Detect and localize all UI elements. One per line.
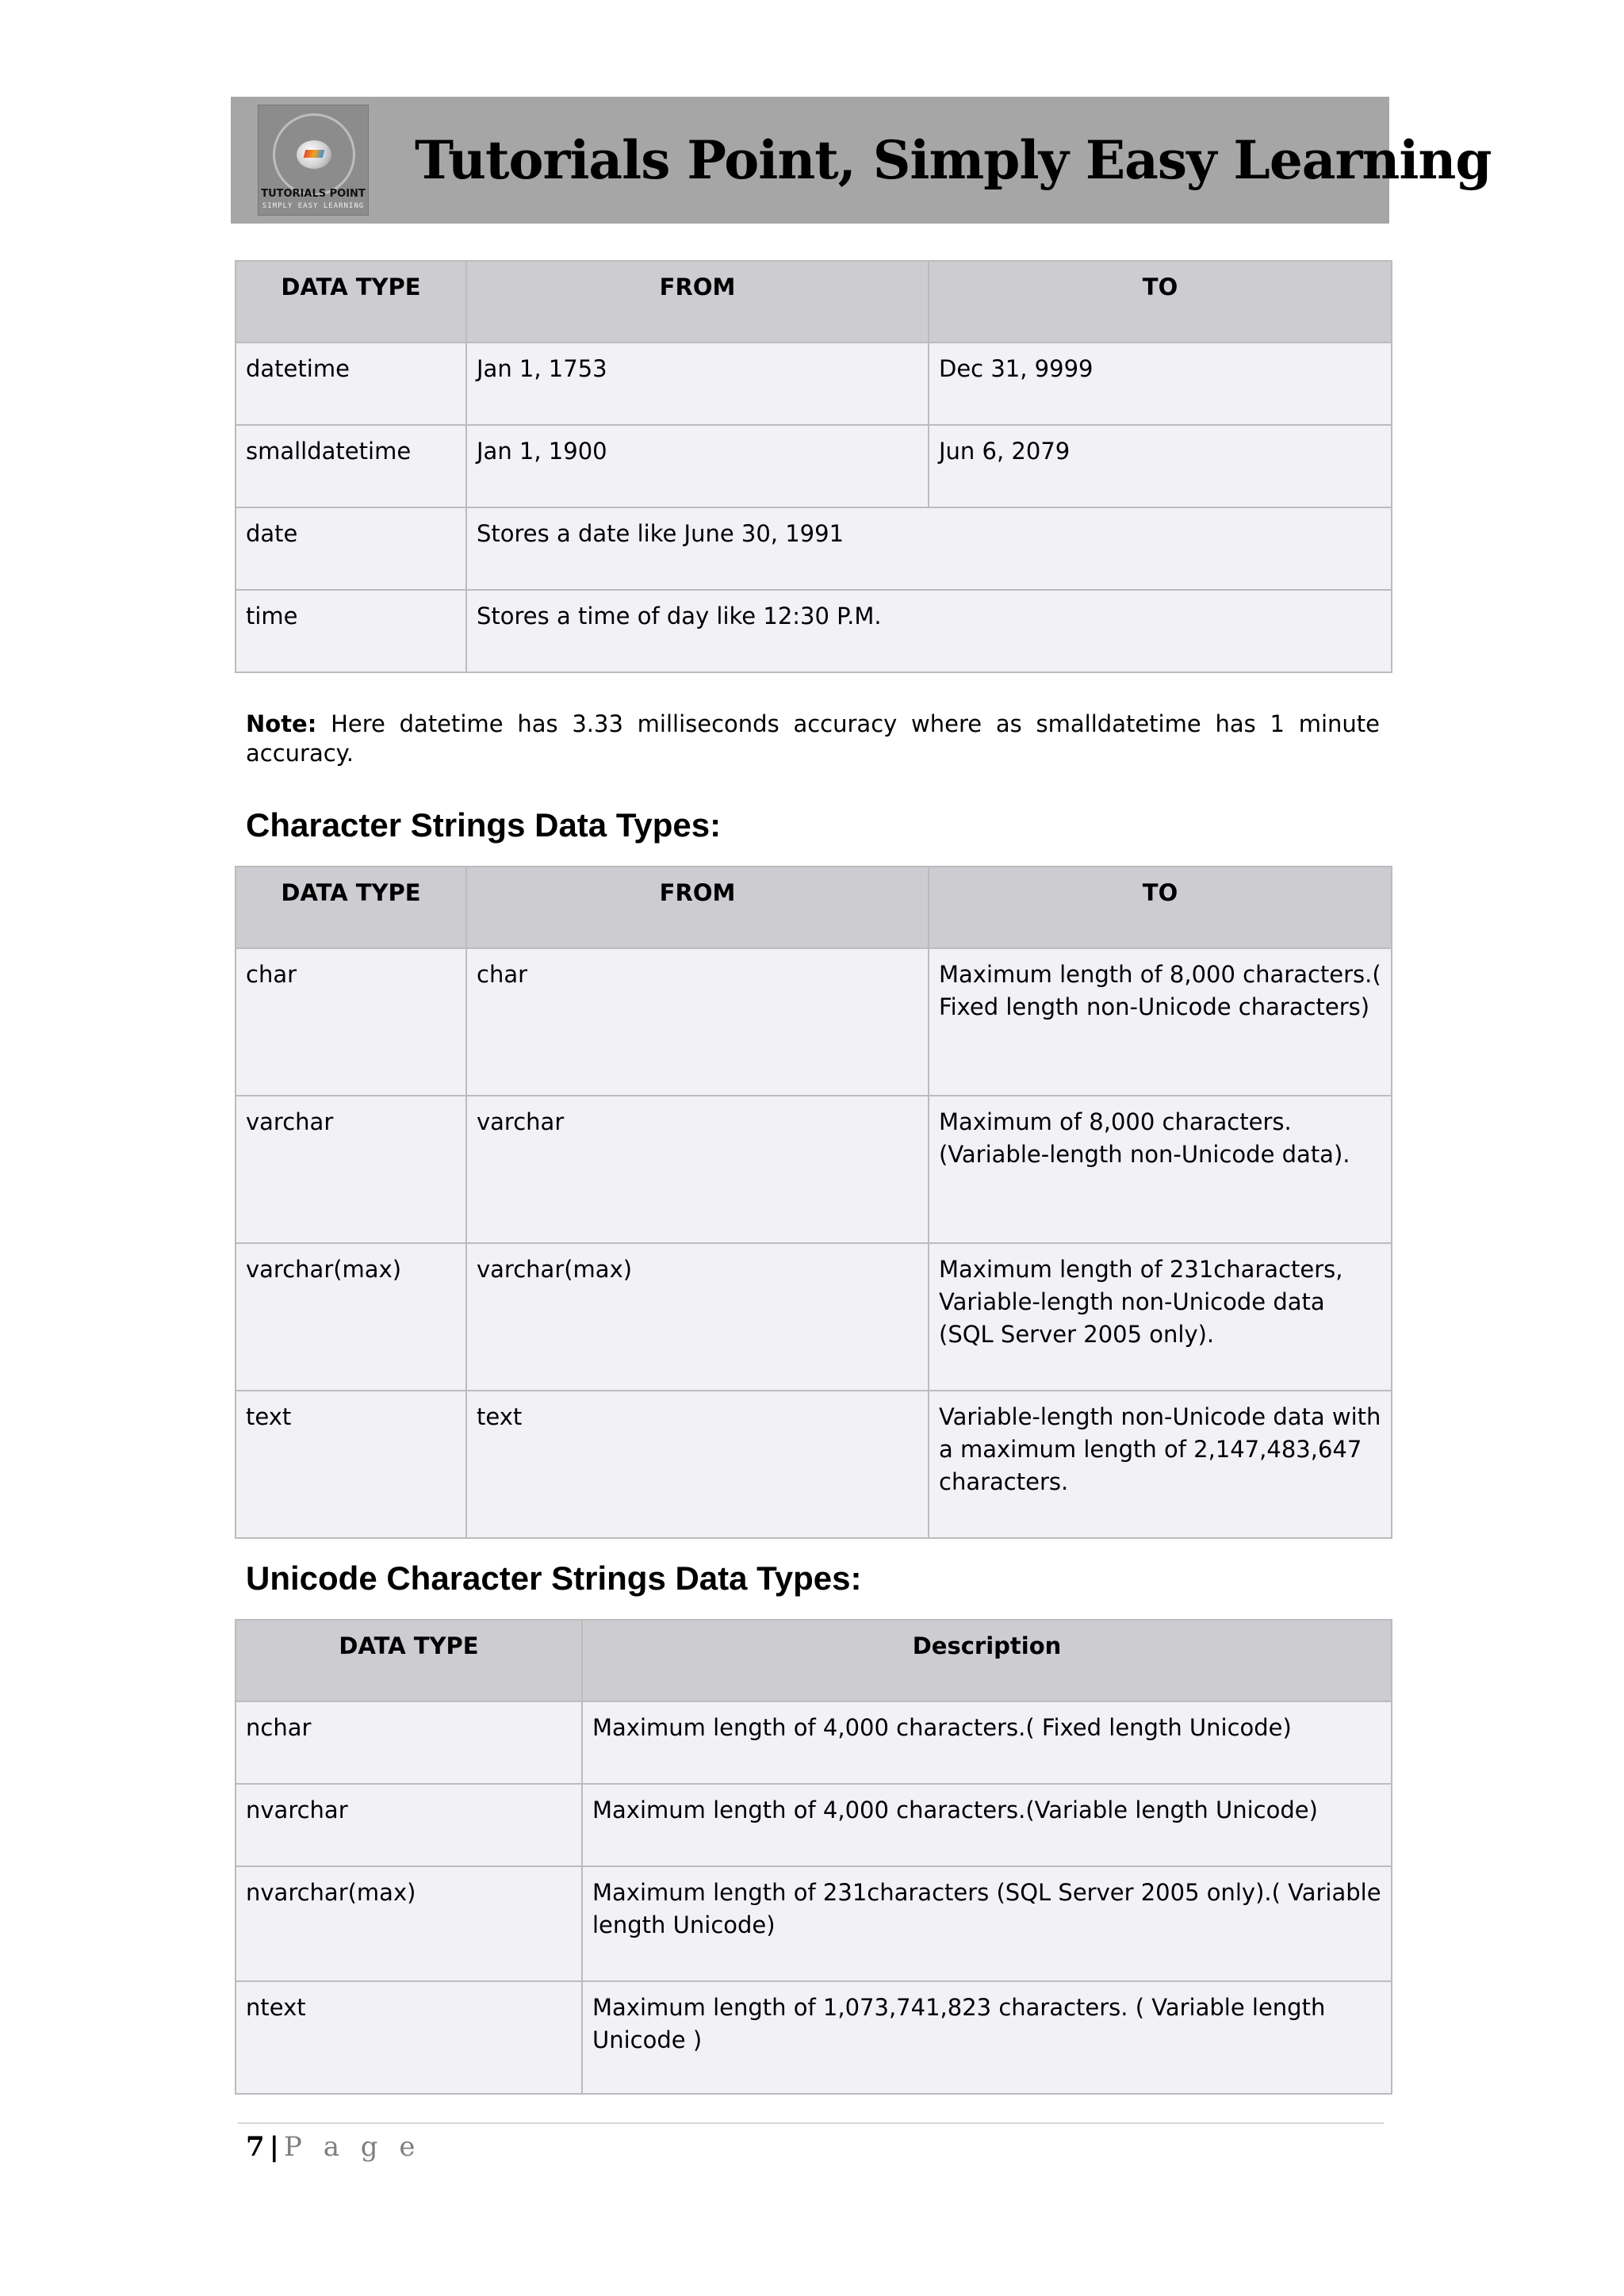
table-row <box>236 590 1392 672</box>
logo-name: TUTORIALS POINT <box>261 188 366 200</box>
table-row <box>236 342 1392 425</box>
table-cell: varchar <box>236 1096 466 1243</box>
table-cell: smalldatetime <box>236 425 466 507</box>
tutorials-point-logo <box>258 105 369 216</box>
table-cell: text <box>236 1391 466 1538</box>
table-header-row <box>236 261 1392 342</box>
column-header: Description <box>582 1620 1392 1701</box>
table-cell: time <box>236 590 466 672</box>
table-cell: Maximum length of 231characters (SQL Server 2005 only).( Variable length Unicode) <box>582 1866 1392 1981</box>
table-cell: Maximum length of 8,000 characters.( Fixed length non-Unicode characters) <box>929 948 1392 1096</box>
table-header-row <box>236 867 1392 948</box>
table-cell: Stores a date like June 30, 1991 <box>466 507 1392 590</box>
table-cell: ntext <box>236 1981 582 2094</box>
table-cell: char <box>466 948 929 1096</box>
logo-tagline: SIMPLY EASY LEARNING <box>262 202 365 210</box>
site-title: Tutorials Point, Simply Easy Learning <box>415 129 1492 191</box>
table-cell: Maximum length of 4,000 characters.( Fixed length Unicode) <box>582 1701 1392 1784</box>
column-header: FROM <box>466 261 929 342</box>
table-row <box>236 1243 1392 1391</box>
unicode-strings-heading: Unicode Character Strings Data Types: <box>246 1559 862 1597</box>
table-cell: Maximum of 8,000 characters.(Variable-length non-Unicode data). <box>929 1096 1392 1243</box>
table-header-row <box>236 1620 1392 1701</box>
table-cell: Jan 1, 1753 <box>466 342 929 425</box>
table-cell: Dec 31, 9999 <box>929 342 1392 425</box>
table-row <box>236 948 1392 1096</box>
column-header: FROM <box>466 867 929 948</box>
table-row <box>236 507 1392 590</box>
table-row <box>236 1784 1392 1866</box>
page-word: P a g e <box>284 2131 422 2163</box>
table-cell: char <box>236 948 466 1096</box>
column-header: DATA TYPE <box>236 261 466 342</box>
column-header: DATA TYPE <box>236 867 466 948</box>
footer-divider <box>238 2122 1384 2124</box>
column-header: TO <box>929 261 1392 342</box>
table-cell: text <box>466 1391 929 1538</box>
table-cell: Variable-length non-Unicode data with a maximum length of 2,147,483,647 characters. <box>929 1391 1392 1538</box>
table-cell: datetime <box>236 342 466 425</box>
table-row <box>236 1981 1392 2094</box>
page-header <box>231 97 1492 224</box>
table-cell: varchar(max) <box>466 1243 929 1391</box>
table-cell: Maximum length of 1,073,741,823 characters. ( Variable length Unicode ) <box>582 1981 1392 2094</box>
table-cell: nchar <box>236 1701 582 1784</box>
unicode-strings-table <box>235 1619 1392 2095</box>
note-label: Note: <box>246 710 317 737</box>
table-row <box>236 425 1392 507</box>
table-cell: nvarchar <box>236 1784 582 1866</box>
accuracy-note <box>246 710 1380 768</box>
table-cell: Jun 6, 2079 <box>929 425 1392 507</box>
table-row <box>236 1391 1392 1538</box>
table-cell: varchar <box>466 1096 929 1243</box>
datetime-table <box>235 260 1392 673</box>
table-cell: Maximum length of 4,000 characters.(Variable length Unicode) <box>582 1784 1392 1866</box>
table-row <box>236 1096 1392 1243</box>
table-cell: date <box>236 507 466 590</box>
footer-separator: | <box>269 2131 280 2163</box>
character-strings-heading: Character Strings Data Types: <box>246 806 722 844</box>
character-strings-table <box>235 866 1392 1539</box>
column-header: DATA TYPE <box>236 1620 582 1701</box>
page-number: 7 <box>246 2131 265 2163</box>
table-cell: Jan 1, 1900 <box>466 425 929 507</box>
table-cell: nvarchar(max) <box>236 1866 582 1981</box>
table-row <box>236 1866 1392 1981</box>
logo-globe-icon <box>297 140 331 169</box>
note-text: Here datetime has 3.33 milliseconds accuracy where as smalldatetime has 1 minute accuracy. <box>246 710 1380 767</box>
table-cell: Stores a time of day like 12:30 P.M. <box>466 590 1392 672</box>
table-cell: Maximum length of 231characters, Variable-length non-Unicode data (SQL Server 2005 only). <box>929 1243 1392 1391</box>
table-cell: varchar(max) <box>236 1243 466 1391</box>
column-header: TO <box>929 867 1392 948</box>
page-footer <box>246 2130 422 2164</box>
table-row <box>236 1701 1392 1784</box>
